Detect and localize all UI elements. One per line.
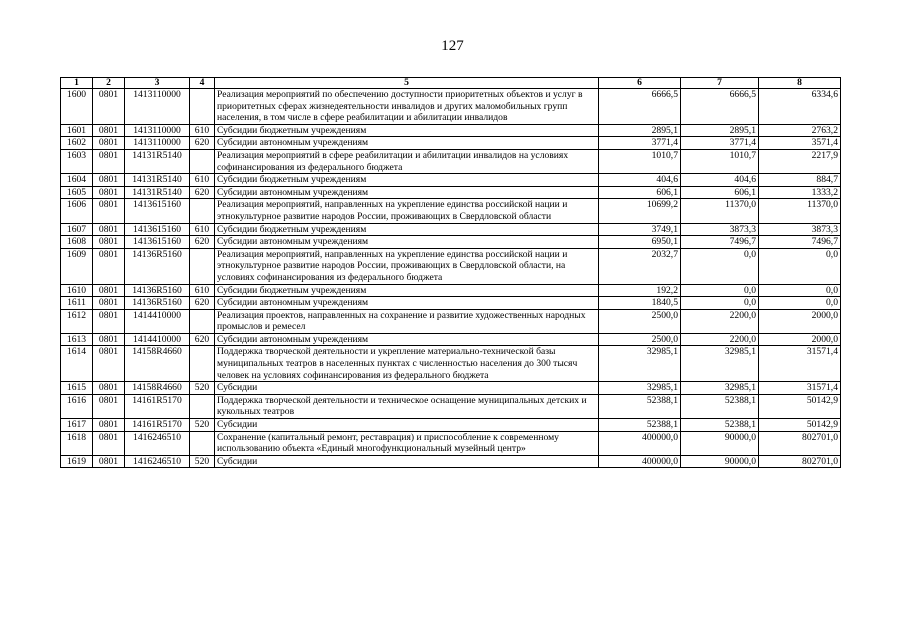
section-code-cell: 0801 <box>93 236 125 249</box>
item-name-cell: Субсидии бюджетным учреждениям <box>215 223 599 236</box>
table-row <box>61 455 841 468</box>
amount-cell-6: 3749,1 <box>599 223 681 236</box>
expense-type-cell: 520 <box>190 382 215 395</box>
table-row <box>61 309 841 333</box>
header-cell: 3 <box>125 78 190 89</box>
amount-cell-7: 32985,1 <box>681 346 759 382</box>
table-body <box>61 89 841 468</box>
expense-type-cell <box>190 248 215 284</box>
expense-type-cell <box>190 89 215 125</box>
row-number-cell: 1606 <box>61 199 93 223</box>
target-article-cell: 1413615160 <box>125 199 190 223</box>
header-cell: 8 <box>759 78 841 89</box>
amount-cell-8: 884,7 <box>759 174 841 187</box>
row-number-cell: 1603 <box>61 149 93 173</box>
amount-cell-6: 6950,1 <box>599 236 681 249</box>
budget-table <box>60 77 841 468</box>
target-article-cell: 1413615160 <box>125 223 190 236</box>
row-number-cell: 1612 <box>61 309 93 333</box>
item-name-cell: Субсидии бюджетным учреждениям <box>215 174 599 187</box>
target-article-cell: 1413110000 <box>125 137 190 150</box>
expense-type-cell: 610 <box>190 124 215 137</box>
item-name-cell: Реализация мероприятий в сфере реабилитации и абилитации инвалидов на условиях софинансирования из федерального бюджета <box>215 149 599 173</box>
amount-cell-8: 50142,9 <box>759 419 841 432</box>
table-row <box>61 236 841 249</box>
section-code-cell: 0801 <box>93 419 125 432</box>
row-number-cell: 1619 <box>61 455 93 468</box>
amount-cell-8: 0,0 <box>759 284 841 297</box>
item-name-cell: Реализация проектов, направленных на сохранение и развитие художественных народных промыслов и ремесел <box>215 309 599 333</box>
amount-cell-7: 2200,0 <box>681 309 759 333</box>
amount-cell-7: 606,1 <box>681 186 759 199</box>
section-code-cell: 0801 <box>93 431 125 455</box>
target-article-cell: 1413615160 <box>125 236 190 249</box>
row-number-cell: 1615 <box>61 382 93 395</box>
section-code-cell: 0801 <box>93 309 125 333</box>
row-number-cell: 1605 <box>61 186 93 199</box>
target-article-cell: 14158R4660 <box>125 346 190 382</box>
section-code-cell: 0801 <box>93 124 125 137</box>
amount-cell-7: 52388,1 <box>681 394 759 418</box>
item-name-cell: Реализация мероприятий, направленных на укрепление единства российской нации и этнокультурное развитие народов России, проживающих в Свердловской области <box>215 199 599 223</box>
table-row <box>61 394 841 418</box>
page-number: 127 <box>441 38 464 54</box>
expense-type-cell: 620 <box>190 236 215 249</box>
amount-cell-6: 32985,1 <box>599 382 681 395</box>
header-cell: 4 <box>190 78 215 89</box>
table-row <box>61 186 841 199</box>
item-name-cell: Субсидии бюджетным учреждениям <box>215 124 599 137</box>
expense-type-cell <box>190 199 215 223</box>
amount-cell-6: 2500,0 <box>599 309 681 333</box>
table-row <box>61 149 841 173</box>
section-code-cell: 0801 <box>93 333 125 346</box>
section-code-cell: 0801 <box>93 394 125 418</box>
amount-cell-8: 2763,2 <box>759 124 841 137</box>
expense-type-cell <box>190 431 215 455</box>
amount-cell-8: 50142,9 <box>759 394 841 418</box>
amount-cell-7: 52388,1 <box>681 419 759 432</box>
expense-type-cell: 620 <box>190 186 215 199</box>
row-number-cell: 1611 <box>61 297 93 310</box>
amount-cell-6: 2032,7 <box>599 248 681 284</box>
row-number-cell: 1602 <box>61 137 93 150</box>
amount-cell-6: 2500,0 <box>599 333 681 346</box>
expense-type-cell: 620 <box>190 333 215 346</box>
amount-cell-7: 0,0 <box>681 297 759 310</box>
table-row <box>61 248 841 284</box>
row-number-cell: 1618 <box>61 431 93 455</box>
row-number-cell: 1609 <box>61 248 93 284</box>
amount-cell-8: 1333,2 <box>759 186 841 199</box>
amount-cell-6: 400000,0 <box>599 431 681 455</box>
item-name-cell: Реализация мероприятий, направленных на укрепление единства российской нации и этнокультурное развитие народов России, проживающих в Свердловской области, на условиях софинансирования из федерального бюджета <box>215 248 599 284</box>
section-code-cell: 0801 <box>93 455 125 468</box>
target-article-cell: 1414410000 <box>125 333 190 346</box>
amount-cell-8: 11370,0 <box>759 199 841 223</box>
section-code-cell: 0801 <box>93 248 125 284</box>
section-code-cell: 0801 <box>93 199 125 223</box>
amount-cell-8: 2217,9 <box>759 149 841 173</box>
target-article-cell: 14158R4660 <box>125 382 190 395</box>
row-number-cell: 1601 <box>61 124 93 137</box>
amount-cell-8: 802701,0 <box>759 455 841 468</box>
target-article-cell: 14131R5140 <box>125 186 190 199</box>
header-cell: 7 <box>681 78 759 89</box>
item-name-cell: Субсидии автономным учреждениям <box>215 186 599 199</box>
row-number-cell: 1614 <box>61 346 93 382</box>
target-article-cell: 14131R5140 <box>125 149 190 173</box>
amount-cell-7: 90000,0 <box>681 431 759 455</box>
item-name-cell: Субсидии <box>215 382 599 395</box>
header-cell: 1 <box>61 78 93 89</box>
target-article-cell: 14136R5160 <box>125 248 190 284</box>
section-code-cell: 0801 <box>93 149 125 173</box>
table-row <box>61 346 841 382</box>
amount-cell-8: 7496,7 <box>759 236 841 249</box>
item-name-cell: Субсидии <box>215 455 599 468</box>
section-code-cell: 0801 <box>93 382 125 395</box>
target-article-cell: 1414410000 <box>125 309 190 333</box>
section-code-cell: 0801 <box>93 346 125 382</box>
section-code-cell: 0801 <box>93 284 125 297</box>
row-number-cell: 1616 <box>61 394 93 418</box>
amount-cell-7: 1010,7 <box>681 149 759 173</box>
amount-cell-8: 3873,3 <box>759 223 841 236</box>
amount-cell-7: 3873,3 <box>681 223 759 236</box>
expense-type-cell: 620 <box>190 297 215 310</box>
table-row <box>61 419 841 432</box>
header-cell: 2 <box>93 78 125 89</box>
amount-cell-8: 3571,4 <box>759 137 841 150</box>
item-name-cell: Поддержка творческой деятельности и укрепление материально-технической базы муниципальных театров в населенных пунктах с численностью населения до 300 тысяч человек на условиях софинансирования из федерального бюджета <box>215 346 599 382</box>
amount-cell-6: 6666,5 <box>599 89 681 125</box>
section-code-cell: 0801 <box>93 174 125 187</box>
item-name-cell: Субсидии автономным учреждениям <box>215 236 599 249</box>
target-article-cell: 14131R5140 <box>125 174 190 187</box>
table-row <box>61 89 841 125</box>
item-name-cell: Субсидии автономным учреждениям <box>215 297 599 310</box>
header-cell: 6 <box>599 78 681 89</box>
amount-cell-6: 606,1 <box>599 186 681 199</box>
amount-cell-8: 2000,0 <box>759 333 841 346</box>
section-code-cell: 0801 <box>93 89 125 125</box>
table-row <box>61 333 841 346</box>
item-name-cell: Сохранение (капитальный ремонт, реставрация) и приспособление к современному использованию объекта «Единый многофункциональный музейный центр» <box>215 431 599 455</box>
amount-cell-7: 0,0 <box>681 284 759 297</box>
amount-cell-7: 3771,4 <box>681 137 759 150</box>
target-article-cell: 14136R5160 <box>125 297 190 310</box>
table-row <box>61 297 841 310</box>
expense-type-cell: 610 <box>190 223 215 236</box>
section-code-cell: 0801 <box>93 223 125 236</box>
target-article-cell: 14161R5170 <box>125 419 190 432</box>
amount-cell-6: 400000,0 <box>599 455 681 468</box>
row-number-cell: 1608 <box>61 236 93 249</box>
row-number-cell: 1617 <box>61 419 93 432</box>
target-article-cell: 1416246510 <box>125 431 190 455</box>
item-name-cell: Реализация мероприятий по обеспечению доступности приоритетных объектов и услуг в приоритетных сферах жизнедеятельности инвалидов и других маломобильных групп населения, в том числе в сфере реабилитации и абилитации инвалидов <box>215 89 599 125</box>
amount-cell-7: 2200,0 <box>681 333 759 346</box>
amount-cell-6: 404,6 <box>599 174 681 187</box>
amount-cell-6: 1840,5 <box>599 297 681 310</box>
amount-cell-8: 31571,4 <box>759 346 841 382</box>
amount-cell-7: 6666,5 <box>681 89 759 125</box>
amount-cell-7: 404,6 <box>681 174 759 187</box>
target-article-cell: 1413110000 <box>125 89 190 125</box>
expense-type-cell: 520 <box>190 419 215 432</box>
target-article-cell: 14161R5170 <box>125 394 190 418</box>
table-row <box>61 174 841 187</box>
amount-cell-6: 52388,1 <box>599 419 681 432</box>
expense-type-cell: 610 <box>190 174 215 187</box>
table-row <box>61 124 841 137</box>
expense-type-cell <box>190 309 215 333</box>
item-name-cell: Субсидии автономным учреждениям <box>215 333 599 346</box>
table-row <box>61 137 841 150</box>
amount-cell-8: 2000,0 <box>759 309 841 333</box>
amount-cell-6: 1010,7 <box>599 149 681 173</box>
expense-type-cell <box>190 346 215 382</box>
amount-cell-7: 32985,1 <box>681 382 759 395</box>
amount-cell-7: 90000,0 <box>681 455 759 468</box>
amount-cell-6: 3771,4 <box>599 137 681 150</box>
amount-cell-8: 0,0 <box>759 248 841 284</box>
amount-cell-6: 192,2 <box>599 284 681 297</box>
item-name-cell: Субсидии автономным учреждениям <box>215 137 599 150</box>
expense-type-cell: 610 <box>190 284 215 297</box>
amount-cell-6: 2895,1 <box>599 124 681 137</box>
item-name-cell: Субсидии <box>215 419 599 432</box>
row-number-cell: 1610 <box>61 284 93 297</box>
target-article-cell: 14136R5160 <box>125 284 190 297</box>
expense-type-cell <box>190 394 215 418</box>
amount-cell-8: 0,0 <box>759 297 841 310</box>
section-code-cell: 0801 <box>93 137 125 150</box>
amount-cell-6: 10699,2 <box>599 199 681 223</box>
table-row <box>61 284 841 297</box>
expense-type-cell: 520 <box>190 455 215 468</box>
row-number-cell: 1613 <box>61 333 93 346</box>
section-code-cell: 0801 <box>93 186 125 199</box>
amount-cell-7: 0,0 <box>681 248 759 284</box>
item-name-cell: Поддержка творческой деятельности и техническое оснащение муниципальных детских и кукольных театров <box>215 394 599 418</box>
amount-cell-6: 52388,1 <box>599 394 681 418</box>
amount-cell-8: 6334,6 <box>759 89 841 125</box>
section-code-cell: 0801 <box>93 297 125 310</box>
table-row <box>61 382 841 395</box>
target-article-cell: 1413110000 <box>125 124 190 137</box>
expense-type-cell: 620 <box>190 137 215 150</box>
amount-cell-7: 11370,0 <box>681 199 759 223</box>
amount-cell-8: 31571,4 <box>759 382 841 395</box>
header-cell: 5 <box>215 78 599 89</box>
amount-cell-8: 802701,0 <box>759 431 841 455</box>
amount-cell-7: 2895,1 <box>681 124 759 137</box>
table-row <box>61 223 841 236</box>
header-row <box>61 78 841 89</box>
expense-type-cell <box>190 149 215 173</box>
table-row <box>61 431 841 455</box>
amount-cell-7: 7496,7 <box>681 236 759 249</box>
row-number-cell: 1600 <box>61 89 93 125</box>
row-number-cell: 1607 <box>61 223 93 236</box>
table-row <box>61 199 841 223</box>
target-article-cell: 1416246510 <box>125 455 190 468</box>
amount-cell-6: 32985,1 <box>599 346 681 382</box>
item-name-cell: Субсидии бюджетным учреждениям <box>215 284 599 297</box>
row-number-cell: 1604 <box>61 174 93 187</box>
